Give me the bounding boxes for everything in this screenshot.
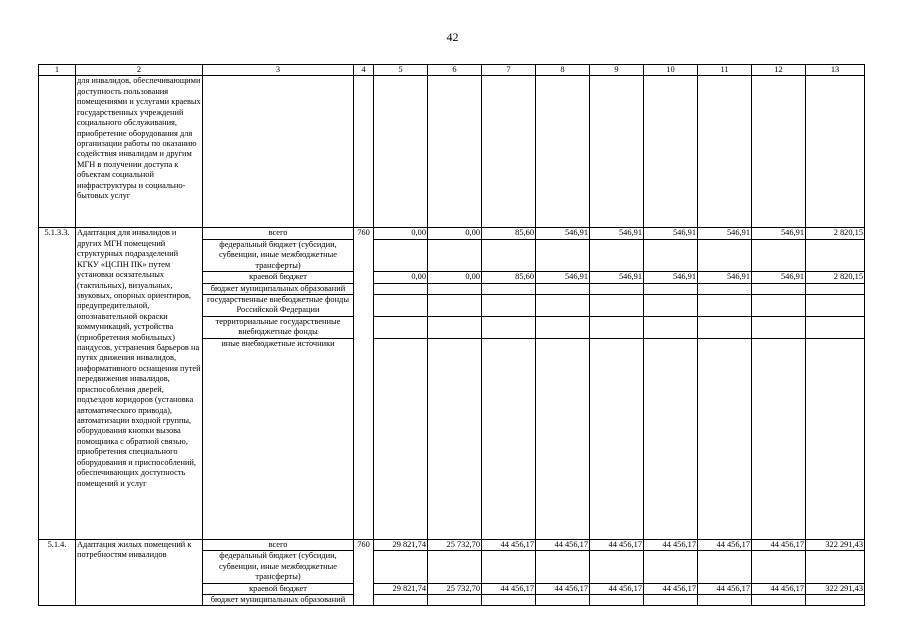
value-cell: 44 456,17 <box>698 539 752 550</box>
value-cell <box>536 239 590 271</box>
value-cell: 546,91 <box>644 228 698 239</box>
item-name-cell: для инвалидов, обеспечивающими доступность пользования помещениями и услугами краевых государственных учреждений социального обслуживания, приобретение оборудования для организации работы по оказанию содействия инвалидам и другим МГН в получении доступа к объектам социальной инфраструктуры и социально-бытовых услуг <box>76 76 203 228</box>
value-cell <box>698 595 752 606</box>
value-cell: 546,91 <box>590 272 644 283</box>
value-cell <box>482 76 536 228</box>
value-cell: 44 456,17 <box>482 539 536 550</box>
value-cell: 85,60 <box>482 228 536 239</box>
value-cell <box>698 316 752 338</box>
value-cell <box>428 294 482 316</box>
value-cell <box>752 294 806 316</box>
source-label: государственные внебюджетные фонды Российской Федерации <box>203 294 354 316</box>
column-header: 4 <box>354 65 374 76</box>
value-cell <box>590 239 644 271</box>
value-cell <box>374 551 428 583</box>
source-label: федеральный бюджет (субсидии, субвенции, иные межбюджетные трансферты) <box>203 239 354 271</box>
value-cell <box>590 283 644 294</box>
table-row <box>39 539 865 550</box>
value-cell <box>590 294 644 316</box>
source-label: бюджет муниципальных образований <box>203 595 354 606</box>
value-cell <box>644 595 698 606</box>
budget-table <box>38 64 865 606</box>
value-cell: 546,91 <box>590 228 644 239</box>
column-header: 9 <box>590 65 644 76</box>
value-cell: 546,91 <box>536 228 590 239</box>
value-cell <box>752 76 806 228</box>
value-cell: 546,91 <box>698 228 752 239</box>
value-cell <box>752 239 806 271</box>
column-header: 13 <box>806 65 865 76</box>
value-cell: 44 456,17 <box>698 583 752 594</box>
value-cell <box>644 76 698 228</box>
value-cell <box>752 595 806 606</box>
column-header: 11 <box>698 65 752 76</box>
column-header: 10 <box>644 65 698 76</box>
value-cell: 2 820,15 <box>806 228 865 239</box>
value-cell <box>698 283 752 294</box>
value-cell <box>428 595 482 606</box>
column-header: 12 <box>752 65 806 76</box>
value-cell <box>806 239 865 271</box>
value-cell: 546,91 <box>536 272 590 283</box>
value-cell <box>536 283 590 294</box>
value-cell: 44 456,17 <box>590 583 644 594</box>
continuation-row <box>39 76 865 228</box>
value-cell <box>590 551 644 583</box>
item-name: Адаптация для инвалидов и других МГН помещений структурных подразделений КГКУ «ЦСПН ПК» путем установки осязательных (тактильных), визуальных, звуковых, опорных ориентиров, предупредительной, опознавательной окраски коммуникаций, устройства (приобретения мобильных) пандусов, устранения барьеров на путях движения инвалидов, информативного оснащения путей передвижения инвалидов, приспособления дверей, подъездов коридоров (установка автоматического привода), автоматизации входной группы, оборудования кнопки вызова помощника с обратной связью, приобретения специального оборудования и приспособлений, обеспечивающих доступность помещений и услуг <box>76 228 203 540</box>
value-cell <box>698 338 752 539</box>
value-cell <box>374 239 428 271</box>
value-cell: 85,60 <box>482 272 536 283</box>
value-cell: 29 821,74 <box>374 539 428 550</box>
value-cell <box>374 283 428 294</box>
column-header: 7 <box>482 65 536 76</box>
value-cell <box>482 239 536 271</box>
column-header-row <box>39 65 865 76</box>
value-cell <box>590 76 644 228</box>
source-label: краевой бюджет <box>203 583 354 594</box>
value-cell <box>698 551 752 583</box>
item-number-cell <box>39 76 76 228</box>
value-cell <box>482 595 536 606</box>
value-cell <box>536 338 590 539</box>
column-header: 1 <box>39 65 76 76</box>
source-label: краевой бюджет <box>203 272 354 283</box>
value-cell: 44 456,17 <box>482 583 536 594</box>
source-label: территориальные государственные внебюджетные фонды <box>203 316 354 338</box>
value-cell: 44 456,17 <box>590 539 644 550</box>
value-cell: 546,91 <box>752 228 806 239</box>
value-cell <box>644 316 698 338</box>
value-cell: 0,00 <box>428 228 482 239</box>
value-cell <box>752 338 806 539</box>
value-cell <box>482 283 536 294</box>
value-cell: 0,00 <box>428 272 482 283</box>
value-cell <box>644 239 698 271</box>
source-label: федеральный бюджет (субсидии, субвенции, иные межбюджетные трансферты) <box>203 551 354 583</box>
value-cell <box>590 595 644 606</box>
value-cell: 44 456,17 <box>644 583 698 594</box>
value-cell <box>536 76 590 228</box>
value-cell <box>806 338 865 539</box>
value-cell: 44 456,17 <box>536 583 590 594</box>
value-cell <box>482 338 536 539</box>
column-header: 5 <box>374 65 428 76</box>
value-cell: 0,00 <box>374 272 428 283</box>
value-cell <box>590 316 644 338</box>
value-cell: 2 820,15 <box>806 272 865 283</box>
value-cell: 546,91 <box>698 272 752 283</box>
value-cell <box>806 294 865 316</box>
value-cell: 25 732,70 <box>428 583 482 594</box>
value-cell <box>644 551 698 583</box>
value-cell <box>536 595 590 606</box>
value-cell: 44 456,17 <box>644 539 698 550</box>
value-cell <box>698 294 752 316</box>
column-header: 3 <box>203 65 354 76</box>
value-cell: 0,00 <box>374 228 428 239</box>
item-code: 760 <box>354 228 374 540</box>
code-cell <box>354 76 374 228</box>
value-cell <box>428 239 482 271</box>
value-cell <box>752 551 806 583</box>
item-code: 760 <box>354 539 374 606</box>
value-cell <box>374 316 428 338</box>
value-cell <box>698 76 752 228</box>
value-cell: 546,91 <box>644 272 698 283</box>
value-cell <box>428 76 482 228</box>
column-header: 2 <box>76 65 203 76</box>
value-cell: 29 821,74 <box>374 583 428 594</box>
value-cell <box>374 76 428 228</box>
value-cell <box>482 551 536 583</box>
value-cell <box>644 294 698 316</box>
value-cell <box>698 239 752 271</box>
value-cell <box>428 283 482 294</box>
item-number: 5.1.3.3. <box>39 228 76 540</box>
value-cell <box>428 316 482 338</box>
value-cell <box>590 338 644 539</box>
value-cell: 546,91 <box>752 272 806 283</box>
value-cell: 25 732,70 <box>428 539 482 550</box>
value-cell <box>806 316 865 338</box>
value-cell <box>374 595 428 606</box>
value-cell <box>806 283 865 294</box>
value-cell <box>482 294 536 316</box>
item-name: Адаптация жилых помещений к потребностям инвалидов <box>76 539 203 606</box>
value-cell <box>752 316 806 338</box>
column-header: 8 <box>536 65 590 76</box>
value-cell <box>806 595 865 606</box>
value-cell <box>536 294 590 316</box>
value-cell: 44 456,17 <box>752 583 806 594</box>
value-cell <box>482 316 536 338</box>
source-label: бюджет муниципальных образований <box>203 283 354 294</box>
value-cell <box>806 551 865 583</box>
value-cell <box>428 338 482 539</box>
page-number: 42 <box>446 30 459 44</box>
value-cell <box>806 76 865 228</box>
value-cell <box>374 338 428 539</box>
item-number: 5.1.4. <box>39 539 76 606</box>
value-cell: 322 291,43 <box>806 539 865 550</box>
source-label: всего <box>203 228 354 239</box>
value-cell <box>428 551 482 583</box>
source-label: всего <box>203 539 354 550</box>
value-cell: 322 291,43 <box>806 583 865 594</box>
value-cell <box>752 283 806 294</box>
value-cell: 44 456,17 <box>536 539 590 550</box>
source-cell <box>203 76 354 228</box>
value-cell <box>644 283 698 294</box>
column-header: 6 <box>428 65 482 76</box>
value-cell: 44 456,17 <box>752 539 806 550</box>
value-cell <box>374 294 428 316</box>
value-cell <box>536 316 590 338</box>
source-label: иные внебюджетные источники <box>203 338 354 539</box>
table-row <box>39 228 865 239</box>
value-cell <box>536 551 590 583</box>
value-cell <box>644 338 698 539</box>
